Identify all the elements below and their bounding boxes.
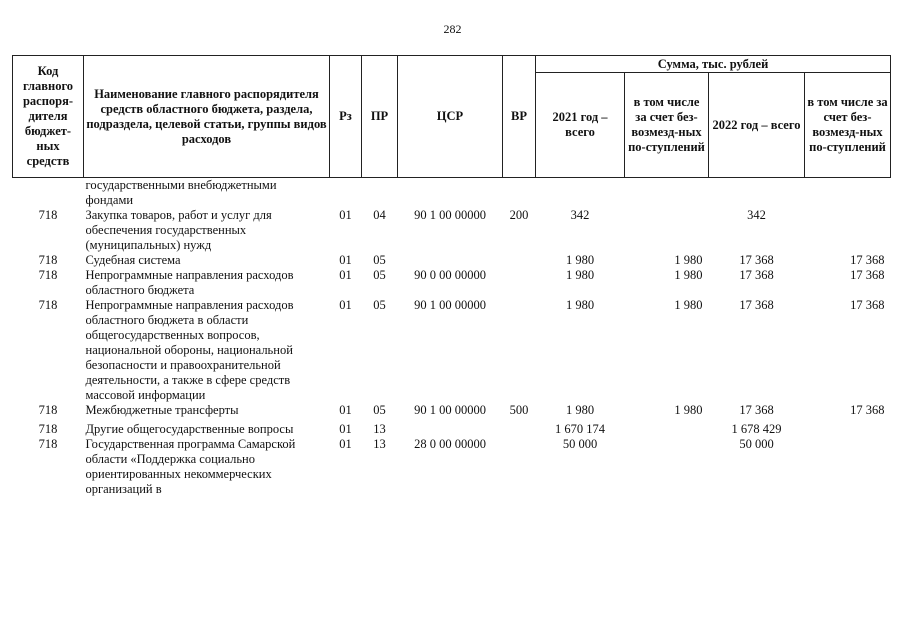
cell-rz [330, 178, 362, 209]
cell-2022-total: 50 000 [739, 437, 774, 451]
cell-name: Межбюджетные трансферты [85, 403, 239, 417]
cell-2022-total: 17 368 [739, 298, 774, 312]
header-2021-free: в том числе за счет без-возмезд-ных по-ступлений [625, 73, 709, 178]
cell-code: 718 [38, 298, 58, 312]
cell-code: 718 [38, 403, 58, 417]
cell-vr [503, 178, 536, 209]
header-code: Код главного распоря-дителя бюджет-ных средств [13, 56, 84, 178]
cell-2021-free: 1 980 [674, 268, 703, 282]
cell-pr: 05 [373, 253, 386, 267]
header-rz: Рз [330, 56, 362, 178]
budget-table [12, 55, 891, 497]
cell-2021-total: 50 000 [562, 437, 598, 451]
cell-2022-total [709, 178, 805, 209]
cell-vr: 500 [509, 403, 529, 417]
cell-2021-total: 1 670 174 [555, 422, 605, 436]
cell-code: 718 [38, 253, 58, 267]
table-body [13, 178, 891, 498]
cell-pr: 05 [373, 403, 386, 417]
table-header [13, 56, 891, 178]
cell-2021-free [625, 418, 709, 437]
cell-2022-free [805, 178, 891, 209]
cell-name: Закупка товаров, работ и услуг для обеспечения государственных (муниципальных) нужд [85, 208, 272, 252]
cell-2022-free [805, 437, 891, 497]
cell-csr: 28 0 00 00000 [414, 437, 486, 451]
cell-2021-total: 1 980 [565, 298, 595, 312]
cell-2021-free: 1 980 [674, 298, 703, 312]
table-row [13, 253, 891, 268]
header-2021-total: 2021 год – всего [536, 73, 625, 178]
cell-csr: 90 1 00 00000 [414, 403, 486, 417]
cell-2021-total: 1 980 [565, 268, 595, 282]
cell-rz: 01 [339, 253, 352, 267]
table-row [13, 418, 891, 437]
cell-vr [503, 418, 536, 437]
cell-rz: 01 [339, 422, 352, 436]
cell-pr: 05 [373, 268, 386, 282]
cell-name: Государственная программа Самарской области «Поддержка социально ориентированных некоммерческих организаций в [85, 437, 296, 496]
cell-rz: 01 [339, 208, 352, 222]
table-row [13, 403, 891, 418]
cell-rz: 01 [339, 268, 352, 282]
cell-2021-total: 342 [570, 208, 590, 222]
cell-pr: 05 [373, 298, 386, 312]
cell-2021-free: 1 980 [674, 403, 703, 417]
cell-name: государственными внебюджетными фондами [85, 178, 277, 207]
cell-code: 718 [38, 422, 58, 436]
cell-vr [503, 268, 536, 298]
header-2022-free: в том числе за счет без-возмезд-ных по-ступлений [805, 73, 891, 178]
cell-name: Судебная система [85, 253, 181, 267]
table-row [13, 298, 891, 403]
cell-csr [398, 178, 503, 209]
cell-vr [503, 437, 536, 497]
page-number: 282 [443, 22, 462, 36]
cell-pr: 04 [373, 208, 386, 222]
cell-name: Непрограммные направления расходов областного бюджета в области общегосударственных вопросов, национальной обороны, национальной безопасности и правоохранительной деятельности, а также в сфере средств массовой информации [85, 298, 294, 402]
cell-2022-free: 17 368 [850, 268, 885, 282]
cell-2021-free [625, 208, 709, 253]
header-pr: ПР [362, 56, 398, 178]
table-row [13, 268, 891, 298]
cell-code [13, 178, 84, 209]
cell-csr: 90 0 00 00000 [414, 268, 486, 282]
cell-2022-total: 342 [747, 208, 766, 222]
cell-vr [503, 298, 536, 403]
cell-2022-free [805, 208, 891, 253]
cell-pr: 13 [373, 422, 386, 436]
cell-2022-free [805, 418, 891, 437]
header-sum: Сумма, тыс. рублей [536, 56, 891, 73]
header-name: Наименование главного распорядителя средств областного бюджета, раздела, подраздела, целевой статьи, группы видов расходов [84, 56, 330, 178]
cell-2022-free: 17 368 [850, 403, 885, 417]
cell-2021-total: 1 980 [565, 403, 595, 417]
cell-2021-free [625, 437, 709, 497]
cell-csr [398, 253, 503, 268]
cell-rz: 01 [339, 437, 352, 451]
table-row [13, 208, 891, 253]
cell-name: Другие общегосударственные вопросы [85, 422, 294, 436]
cell-2022-free: 17 368 [850, 253, 885, 267]
cell-code: 718 [38, 268, 58, 282]
cell-code: 718 [38, 437, 58, 451]
cell-2022-total: 17 368 [739, 253, 774, 267]
cell-csr [398, 418, 503, 437]
cell-pr [362, 178, 398, 209]
cell-2021-free [625, 178, 709, 209]
header-2022-total: 2022 год – всего [709, 73, 805, 178]
cell-2022-free: 17 368 [850, 298, 885, 312]
cell-code: 718 [38, 208, 58, 222]
header-vr: ВР [503, 56, 536, 178]
cell-vr [503, 253, 536, 268]
cell-2022-total: 17 368 [739, 268, 774, 282]
cell-2021-free: 1 980 [674, 253, 703, 267]
cell-rz: 01 [339, 403, 352, 417]
cell-2022-total: 1 678 429 [731, 422, 782, 436]
cell-2021-total: 1 980 [565, 253, 595, 267]
cell-pr: 13 [373, 437, 386, 451]
cell-2022-total: 17 368 [739, 403, 774, 417]
cell-csr: 90 1 00 00000 [414, 208, 486, 222]
cell-csr: 90 1 00 00000 [414, 298, 486, 312]
table-row [13, 178, 891, 209]
header-csr: ЦСР [398, 56, 503, 178]
table-row [13, 437, 891, 497]
cell-vr: 200 [509, 208, 529, 222]
cell-2021-total [536, 178, 625, 209]
cell-name: Непрограммные направления расходов областного бюджета [85, 268, 294, 297]
cell-rz: 01 [339, 298, 352, 312]
